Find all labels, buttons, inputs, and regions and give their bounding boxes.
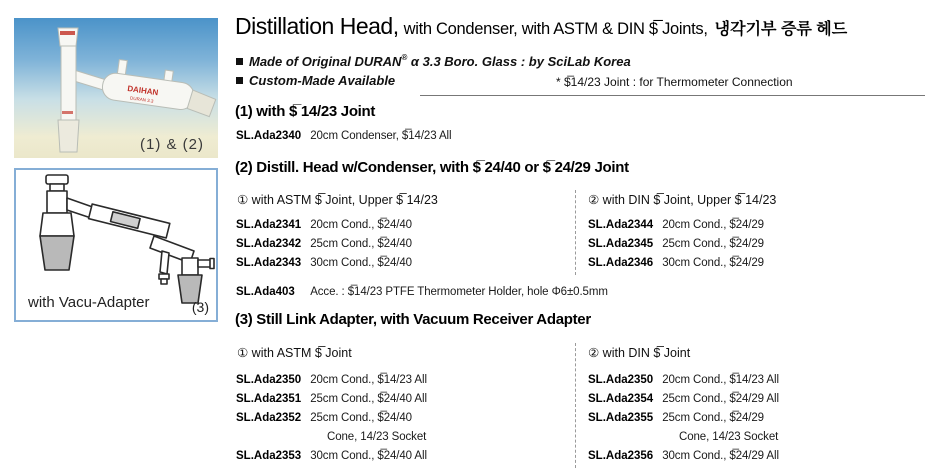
bullet-made-of [236, 53, 631, 69]
drawing-label: (3) [191, 299, 209, 315]
column-divider [575, 343, 576, 468]
catalog-desc: 30cm Cond., $̅24/29 [662, 257, 764, 269]
section1-rows [236, 127, 574, 146]
table-row [236, 371, 574, 390]
vacu-adapter-drawing [14, 168, 218, 322]
bullet-made-of-text [249, 53, 631, 69]
title-main: Distillation Head, [235, 13, 399, 39]
section1-heading: (1) with $̅ 14/23 Joint [235, 103, 376, 120]
catalog-code: SL.Ada2345 [588, 238, 654, 250]
catalog-desc: Cone, 14/23 Socket [327, 431, 427, 443]
table-row [236, 390, 574, 409]
catalog-code: SL.Ada2350 [236, 374, 302, 386]
section3-left-subhead: ① with ASTM $̅ Joint [237, 346, 352, 360]
catalog-code: SL.Ada2352 [236, 412, 302, 424]
catalog-desc: 25cm Cond., $̅24/40 All [310, 393, 427, 405]
product-photo [14, 18, 218, 158]
registered-mark: ® [401, 53, 408, 62]
catalog-desc: 25cm Cond., $̅24/29 [662, 238, 764, 250]
catalog-code: SL.Ada2354 [588, 393, 654, 405]
section2-right-rows [588, 216, 925, 273]
catalog-code: SL.Ada2343 [236, 257, 302, 269]
table-row [236, 254, 574, 273]
catalog-desc: 20cm Cond., $̅24/29 [662, 219, 764, 231]
bullet-square-icon [236, 58, 243, 65]
catalog-desc: 25cm Cond., $̅24/40 [310, 412, 412, 424]
table-row [588, 447, 925, 466]
table-row [236, 409, 574, 428]
column-divider [575, 190, 576, 275]
bullet1-post: α 3.3 Boro. Glass : by SciLab Korea [407, 54, 631, 69]
catalog-code: SL.Ada2350 [588, 374, 654, 386]
bullet-custom-made [236, 73, 395, 88]
catalog-desc: 30cm Cond., $̅24/29 All [662, 450, 779, 462]
table-row [588, 390, 925, 409]
table-row-cone [588, 428, 925, 447]
section3-right-subhead: ② with DIN $̅ Joint [588, 346, 691, 360]
catalog-code: SL.Ada2356 [588, 450, 654, 462]
table-row [588, 371, 925, 390]
bullet1-pre: Made of Original DURAN [249, 54, 402, 69]
catalog-desc: 25cm Cond., $̅24/29 [662, 412, 764, 424]
section3-left-rows [236, 371, 574, 466]
title-sub: with Condenser, with ASTM & DIN $̅ Joints, [403, 20, 708, 38]
catalog-desc: 20cm Cond., $̅24/40 [310, 219, 412, 231]
catalog-desc: 20cm Condenser, $̅14/23 All [310, 130, 452, 142]
photo-caption: (1) & (2) [139, 136, 204, 153]
table-row [588, 409, 925, 428]
table-row [588, 254, 925, 273]
thermometer-joint-note: * $̅14/23 Joint : for Thermometer Connection [556, 75, 793, 89]
accessory-row [236, 283, 886, 302]
catalog-desc: 20cm Cond., $̅14/23 All [662, 374, 779, 386]
photo-brand-sub-text: DURAN 3.3 [129, 95, 154, 104]
catalog-code: SL.Ada2351 [236, 393, 302, 405]
catalog-desc: 20cm Cond., $̅14/23 All [310, 374, 427, 386]
section3-heading: (3) Still Link Adapter, with Vacuum Receiver Adapter [235, 311, 591, 328]
table-row [236, 235, 574, 254]
table-row [588, 235, 925, 254]
table-row [236, 127, 574, 146]
page-title [235, 13, 847, 40]
table-row [236, 216, 574, 235]
catalog-code: SL.Ada2355 [588, 412, 654, 424]
catalog-desc: 25cm Cond., $̅24/40 [310, 238, 412, 250]
catalog-code: SL.Ada2340 [236, 130, 302, 142]
photo-brand-text: DAIHAN [126, 83, 159, 98]
catalog-code: SL.Ada403 [236, 286, 295, 298]
bullet-custom-made-text: Custom-Made Available [249, 73, 396, 88]
catalog-desc: Acce. : $̅14/23 PTFE Thermometer Holder, hole Φ6±0.5mm [310, 286, 608, 298]
drawing-caption: with Vacu-Adapter [28, 294, 150, 311]
catalog-code: SL.Ada2346 [588, 257, 654, 269]
section2-heading: (2) Distill. Head w/Condenser, with $̅ 24/40 or $̅ 24/29 Joint [235, 159, 629, 176]
catalog-code: SL.Ada2353 [236, 450, 302, 462]
table-row [236, 283, 886, 302]
section2-left-subhead: ① with ASTM $̅ Joint, Upper $̅ 14/23 [237, 193, 438, 207]
catalog-desc: 30cm Cond., $̅24/40 [310, 257, 412, 269]
section2-right-subhead: ② with DIN $̅ Joint, Upper $̅ 14/23 [588, 193, 777, 207]
catalog-code: SL.Ada2344 [588, 219, 654, 231]
section3-right-rows [588, 371, 925, 466]
catalog-desc: 30cm Cond., $̅24/40 All [310, 450, 427, 462]
header-divider [420, 95, 925, 96]
table-row [588, 216, 925, 235]
catalog-desc: Cone, 14/23 Socket [679, 431, 779, 443]
table-row [236, 447, 574, 466]
bullet-square-icon [236, 77, 243, 84]
catalog-code: SL.Ada2342 [236, 238, 302, 250]
catalog-desc: 25cm Cond., $̅24/29 All [662, 393, 779, 405]
title-korean: 냉각기부 증류 헤드 [714, 21, 848, 38]
section2-left-rows [236, 216, 574, 273]
catalog-code: SL.Ada2341 [236, 219, 302, 231]
table-row-cone [236, 428, 574, 447]
